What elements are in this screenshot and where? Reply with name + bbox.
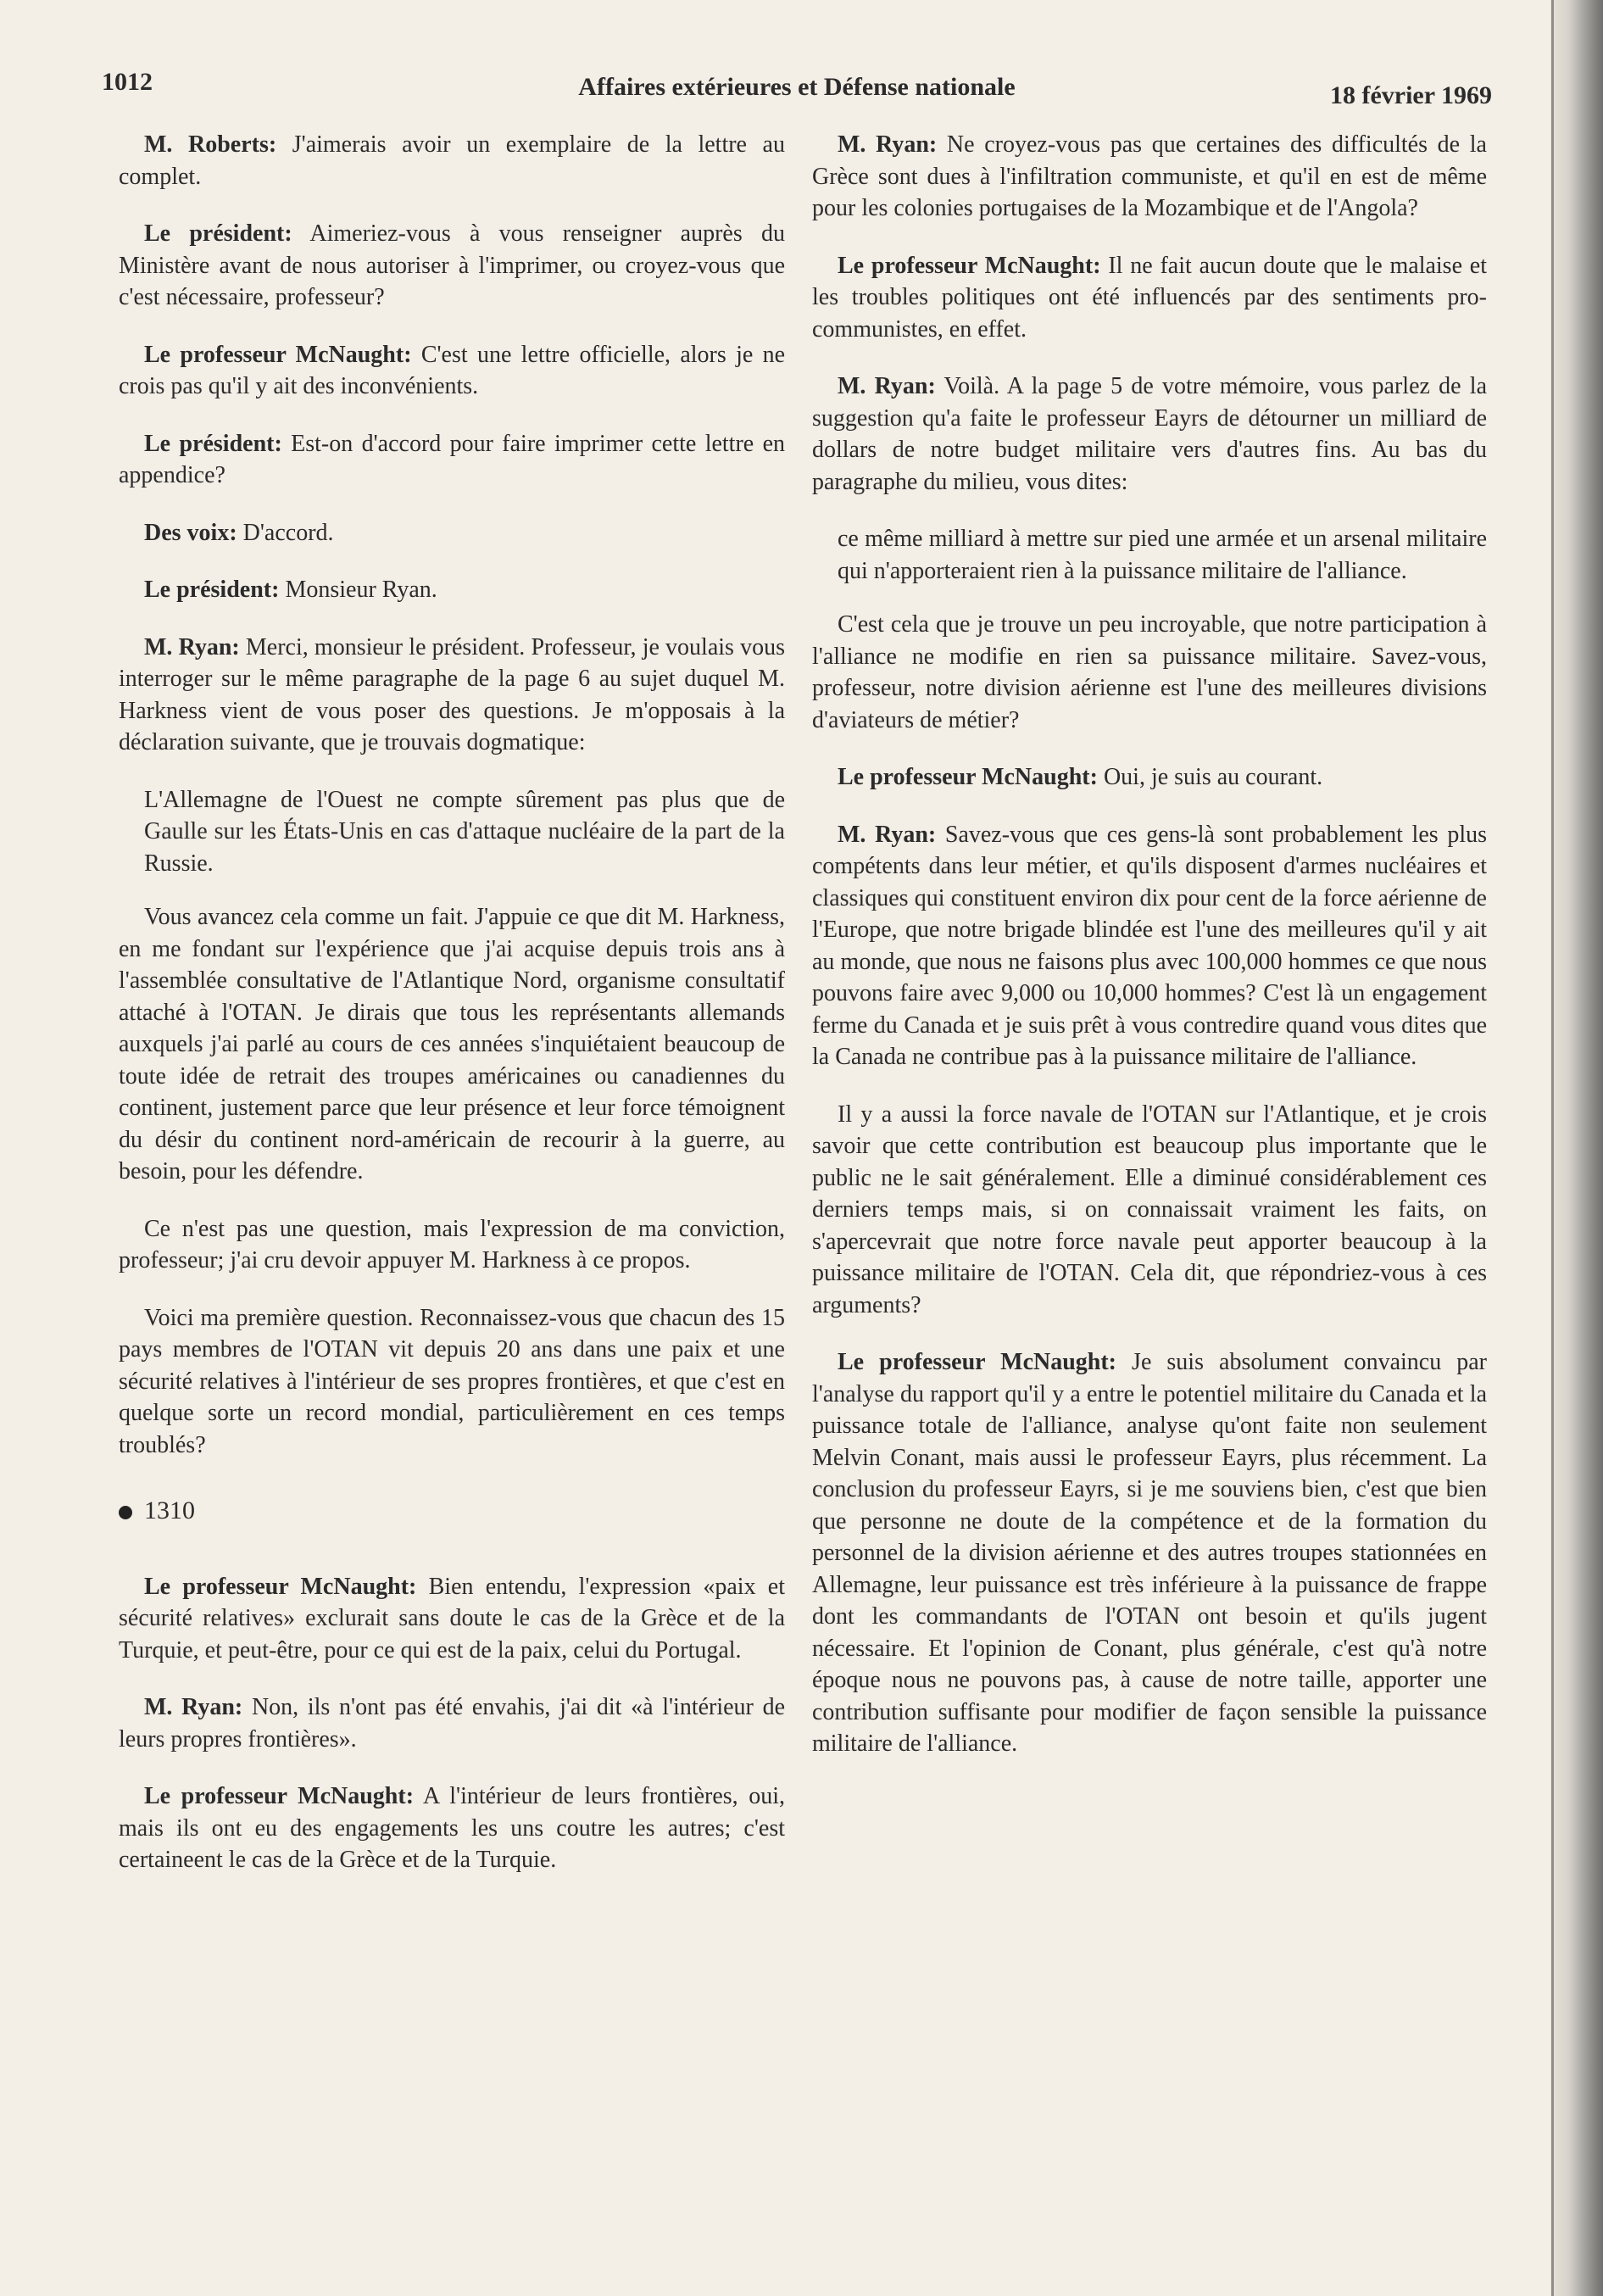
speaker: Des voix: bbox=[144, 519, 237, 546]
speaker: Le président: bbox=[144, 577, 280, 603]
paragraph bbox=[812, 250, 1487, 346]
paragraph bbox=[812, 1346, 1487, 1760]
speaker: M. Ryan: bbox=[838, 821, 937, 848]
time-marker-label: 1310 bbox=[144, 1496, 195, 1524]
page-header bbox=[102, 68, 1492, 119]
speaker: M. Ryan: bbox=[144, 1694, 243, 1720]
running-title: Affaires extérieures et Défense nationale bbox=[578, 73, 1016, 101]
paragraph bbox=[119, 218, 785, 314]
speaker: Le président: bbox=[144, 430, 282, 457]
speaker: M. Ryan: bbox=[838, 373, 936, 399]
paragraph bbox=[812, 129, 1487, 225]
speech: Savez-vous que ces gens-là sont probablement les plus compétents dans leur métier, et qu'ils disposent d'armes nucléaires et classiques qui constituent environ dix pour cent de la force aérienne de l'Europe, que notre brigade blindée est l'une des meilleures qu'il y ait au monde, que nous ne faisons plus avec 100,000 hommes ce que nous pouvons faire avec 9,000 ou 10,000 hommes? C'est là un engagement ferme du Canada et je suis prêt à vous contredire quand vous dites que la Canada ne contribue pas à la puissance militaire de l'alliance. bbox=[812, 821, 1487, 1070]
paragraph bbox=[812, 761, 1487, 794]
paragraph bbox=[119, 1571, 785, 1667]
binding-gutter bbox=[1550, 0, 1603, 2296]
left-column bbox=[119, 129, 785, 1902]
right-column bbox=[812, 129, 1487, 1786]
paragraph: Voici ma première question. Reconnaissez-vous que chacun des 15 pays membres de l'OTAN vit depuis 20 ans dans une paix et une sécurité relatives à l'intérieur de ses propres frontières, et que c'est en quelque sorte un record mondial, particulièrement en ces temps troublés? bbox=[119, 1304, 785, 1458]
time-marker bbox=[119, 1495, 785, 1527]
paragraph: C'est cela que je trouve un peu incroyable, que notre participation à l'alliance ne modifie en rien sa puissance militaire. Savez-vous, professeur, notre division aérienne est l'une des meilleures divisions d'aviateurs de métier? bbox=[812, 611, 1487, 733]
speaker: Le professeur McNaught: bbox=[838, 1349, 1117, 1375]
speaker: Le professeur McNaught: bbox=[144, 1573, 417, 1600]
page-date: 18 février 1969 bbox=[1329, 81, 1492, 109]
speech: Monsieur Ryan. bbox=[279, 577, 437, 603]
paragraph bbox=[119, 517, 785, 549]
paragraph bbox=[812, 371, 1487, 498]
paragraph bbox=[119, 1691, 785, 1755]
paragraph: Vous avancez cela comme un fait. J'appuie ce que dit M. Harkness, en me fondant sur l'expérience que j'ai acquise depuis trois ans à l'assemblée consultative de l'Atlantique Nord, organisme consultatif attaché à l'OTAN. Je dirais que tous les représentants allemands auxquels j'ai parlé au cours de ces années s'inquiétaient beaucoup de toute idée de retrait des troupes américaines ou canadiennes du continent, justement parce que leur présence et leur force témoignent du désir du continent nord-américain de recourir à la guerre, au besoin, pour les défendre. bbox=[119, 904, 785, 1184]
speaker: M. Roberts: bbox=[144, 131, 277, 158]
speech: Ne croyez-vous pas que certaines des difficultés de la Grèce sont dues à l'infiltration communiste, et qu'il en est de même pour les colonies portugaises de la Mozambique et de l'Angola? bbox=[812, 131, 1487, 221]
speech: Il ne fait aucun doute que le malaise et les troubles politiques ont été influencés par des sentiments pro-communistes, en effet. bbox=[812, 252, 1488, 343]
speech: Voilà. A la page 5 de votre mémoire, vous parlez de la suggestion qu'a faite le professeur Eayrs de détourner un milliard de dollars de notre budget militaire vers d'autres fins. Au bas du paragraphe du milieu, vous dites: bbox=[812, 373, 1487, 495]
paragraph: Ce n'est pas une question, mais l'expression de ma conviction, professeur; j'ai cru devoir appuyer M. Harkness à ce propos. bbox=[119, 1215, 785, 1273]
paragraph bbox=[812, 819, 1487, 1073]
page-number: 1012 bbox=[102, 68, 153, 96]
speaker: M. Ryan: bbox=[838, 131, 938, 158]
paragraph bbox=[119, 339, 785, 403]
speech: Merci, monsieur le président. Professeur, je voulais vous interroger sur le même paragraphe de la page 6 au sujet duquel M. Harkness vient de vous poser des questions. Je m'opposais à la déclaration suivante, que je trouvais dogmatique: bbox=[119, 633, 786, 755]
speaker: Le professeur McNaught: bbox=[144, 1783, 415, 1809]
speech: D'accord. bbox=[237, 519, 334, 546]
paragraph bbox=[119, 574, 785, 606]
paragraph bbox=[119, 428, 785, 492]
speech: A l'intérieur de leurs frontières, oui, mais ils ont eu des engagements les uns coutre les autres; c'est certaineent le cas de la Grèce et de la Turquie. bbox=[119, 1783, 786, 1873]
paragraph bbox=[119, 129, 785, 192]
speech: Aimeriez-vous à vous renseigner auprès du Ministère avant de nous autoriser à l'imprimer, ou croyez-vous que c'est nécessaire, professeur? bbox=[119, 220, 785, 310]
binding-edge bbox=[1551, 0, 1554, 2296]
paragraph: Il y a aussi la force navale de l'OTAN sur l'Atlantique, et je crois savoir que cette contribution est beaucoup plus importante que le public ne le sait généralement. Elle a diminué considérablement ces derniers temps mais, si on connaissait vraiment les faits, on s'apercevrait que notre force navale peut apporter beaucoup à la puissance militaire de l'OTAN. Cela dit, que répondriez-vous à ces arguments? bbox=[812, 1101, 1487, 1318]
speech: C'est une lettre officielle, alors je ne crois pas qu'il y ait des inconvénients. bbox=[119, 341, 785, 399]
speaker: Le professeur McNaught: bbox=[838, 764, 1098, 790]
speech: J'aimerais avoir un exemplaire de la lettre au complet. bbox=[119, 131, 785, 190]
speaker: Le professeur McNaught: bbox=[838, 252, 1101, 279]
speaker: Le président: bbox=[144, 220, 292, 247]
speech: Non, ils n'ont pas été envahis, j'ai dit «à l'intérieur de leurs propres frontières». bbox=[119, 1694, 786, 1753]
block-quote: ce même milliard à mettre sur pied une armée et un arsenal militaire qui n'apporteraient rien à la puissance militaire de l'alliance. bbox=[838, 526, 1487, 584]
speech: Bien entendu, l'expression «paix et sécurité relatives» exclurait sans doute le cas de la Grèce et de la Turquie, et peut-être, pour ce qui est de la paix, celui du Portugal. bbox=[119, 1573, 786, 1663]
bullet-icon bbox=[119, 1506, 132, 1519]
speech: Est-on d'accord pour faire imprimer cette lettre en appendice? bbox=[119, 430, 786, 488]
speech: Je suis absolument convaincu par l'analyse du rapport qu'il y a entre le potentiel militaire du Canada et la puissance totale de l'alliance, analyse qu'ont faite non seulement Melvin Conant, mais aussi le professeur Eayrs, plus récemment. La conclusion du professeur Eayrs, si je me souviens bien, c'est que bien que personne ne doute de la compétence et de la formation du personnel de la division aérienne et des autres troupes stationnées en Allemagne, leur puissance est très inférieure à la puissance de frappe dont les commandants de l'OTAN ont besoin et qu'ils jugent nécessaire. Et l'opinion de Conant, plus générale, c'est qu'à notre époque nous ne pouvons pas, à cause de notre taille, apporter une contribution suffisante pour modifier de façon sensible la puissance militaire de l'alliance. bbox=[812, 1349, 1487, 1757]
block-quote: L'Allemagne de l'Ouest ne compte sûrement pas plus que de Gaulle sur les États-Unis en cas d'attaque nucléaire de la part de la Russie. bbox=[144, 786, 785, 877]
paragraph bbox=[119, 1781, 785, 1876]
paragraph bbox=[119, 632, 785, 759]
speaker: M. Ryan: bbox=[144, 633, 240, 660]
speech: Oui, je suis au courant. bbox=[1097, 764, 1323, 790]
speaker: Le professeur McNaught: bbox=[144, 341, 412, 368]
